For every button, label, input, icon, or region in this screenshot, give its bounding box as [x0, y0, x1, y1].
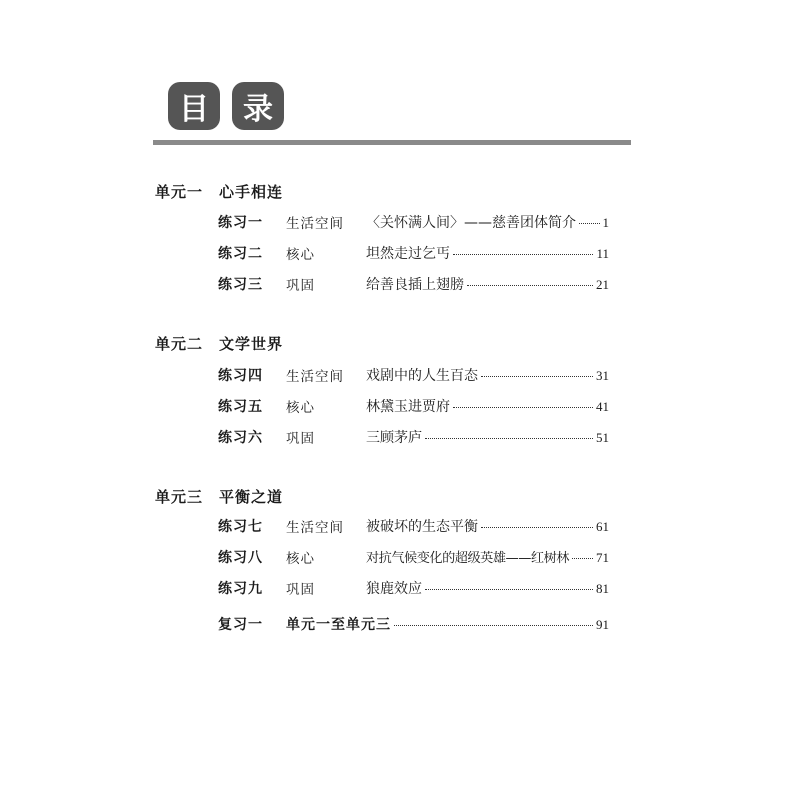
lesson-title: 戏剧中的人生百态 — [366, 368, 478, 384]
dot-leader — [579, 223, 600, 224]
lesson-title: 被破坏的生态平衡 — [366, 519, 478, 535]
unit-label: 单元二 — [155, 335, 204, 353]
unit-2-title — [155, 333, 283, 354]
dot-leader — [467, 285, 593, 286]
review-number: 复习一 — [218, 617, 263, 633]
lesson-number: 练习八 — [218, 550, 263, 566]
lesson-number: 练习一 — [218, 215, 263, 231]
page-number: 61 — [596, 519, 609, 534]
dot-leader — [481, 376, 593, 377]
toc-entry[interactable] — [218, 516, 608, 538]
page-number: 71 — [596, 550, 609, 565]
page-number: 91 — [596, 617, 609, 632]
page-number: 41 — [596, 399, 609, 414]
lesson-category: 巩固 — [286, 431, 315, 447]
page-number: 81 — [596, 581, 609, 596]
lesson-category: 巩固 — [286, 582, 315, 598]
page-number: 31 — [596, 368, 609, 383]
lesson-category: 生活空间 — [286, 369, 344, 385]
page-number: 51 — [596, 430, 609, 445]
lesson-number: 练习二 — [218, 246, 263, 262]
dot-leader — [572, 558, 593, 559]
unit-label: 单元三 — [155, 488, 204, 506]
heading-char-mu: 目 — [168, 82, 220, 130]
dot-leader — [453, 254, 593, 255]
lesson-title: 三顾茅庐 — [366, 430, 422, 446]
page-number: 11 — [596, 246, 609, 261]
lesson-category: 生活空间 — [286, 520, 344, 536]
dot-leader — [481, 527, 593, 528]
contents-heading — [168, 82, 284, 130]
lesson-category: 核心 — [286, 551, 315, 567]
lesson-number: 练习四 — [218, 368, 263, 384]
unit-label: 单元一 — [155, 183, 204, 201]
lesson-number: 练习三 — [218, 277, 263, 293]
lesson-title: 〈关怀满人间〉——慈善团体简介 — [366, 215, 576, 231]
lesson-title: 坦然走过乞丐 — [366, 246, 450, 262]
toc-entry[interactable] — [218, 396, 608, 418]
lesson-number: 练习五 — [218, 399, 263, 415]
dot-leader — [425, 438, 593, 439]
unit-name: 心手相连 — [219, 183, 284, 201]
toc-entry[interactable] — [218, 243, 608, 265]
lesson-number: 练习六 — [218, 430, 263, 446]
review-title: 单元一至单元三 — [286, 617, 391, 633]
lesson-category: 生活空间 — [286, 216, 344, 232]
lesson-number: 练习七 — [218, 519, 263, 535]
page-number: 21 — [596, 277, 609, 292]
lesson-category: 巩固 — [286, 278, 315, 294]
toc-entry[interactable] — [218, 274, 608, 296]
dot-leader — [394, 625, 593, 626]
unit-1-title — [155, 181, 283, 202]
unit-name: 平衡之道 — [219, 488, 284, 506]
toc-entry[interactable] — [218, 212, 608, 234]
toc-entry[interactable] — [218, 365, 608, 387]
toc-entry[interactable] — [218, 427, 608, 449]
page-number: 1 — [602, 215, 609, 230]
lesson-title: 对抗气候变化的超级英雄——红树林 — [366, 551, 569, 566]
toc-entry[interactable] — [218, 578, 608, 600]
toc-entry[interactable] — [218, 547, 608, 569]
lesson-category: 核心 — [286, 247, 315, 263]
unit-name: 文学世界 — [219, 335, 284, 353]
heading-divider — [153, 140, 631, 145]
dot-leader — [453, 407, 593, 408]
lesson-title: 给善良插上翅膀 — [366, 277, 464, 293]
lesson-title: 狼鹿效应 — [366, 581, 422, 597]
lesson-title: 林黛玉进贾府 — [366, 399, 450, 415]
heading-char-lu: 录 — [232, 82, 284, 130]
toc-entry-review[interactable] — [218, 614, 608, 636]
dot-leader — [425, 589, 593, 590]
lesson-number: 练习九 — [218, 581, 263, 597]
lesson-category: 核心 — [286, 400, 315, 416]
unit-3-title — [155, 486, 283, 507]
